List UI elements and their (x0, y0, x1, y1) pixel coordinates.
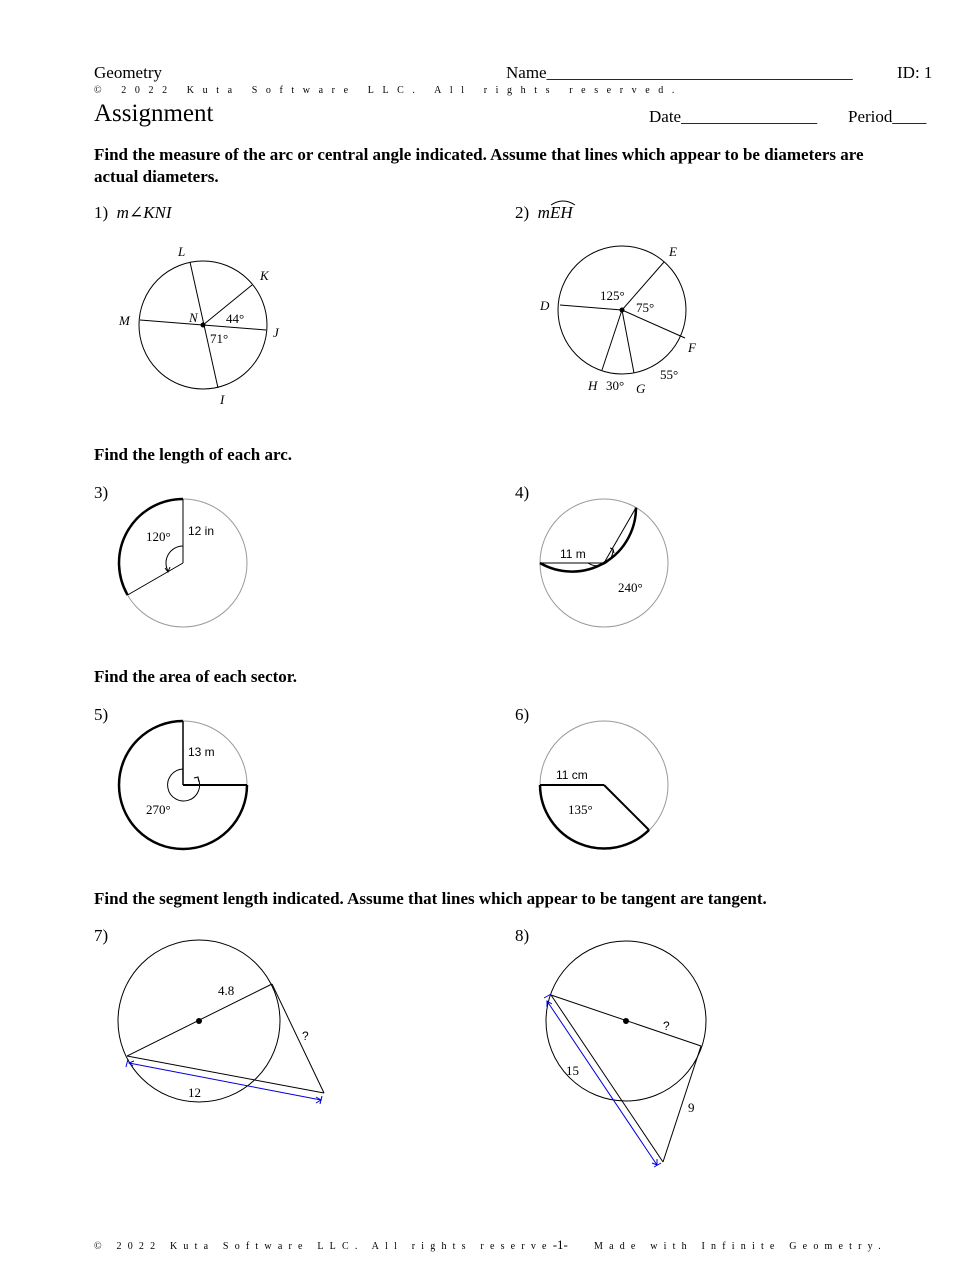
angle-name: ∠KNI (128, 203, 172, 222)
radius-lower (604, 785, 649, 830)
date-field-label: Date________________ (649, 107, 818, 126)
section-instruction-sector-area: Find the area of each sector. (94, 667, 298, 686)
highlighted-arc (119, 499, 183, 595)
measure-line (129, 1063, 321, 1100)
radius-upper (604, 508, 636, 563)
unknown-label: ? (663, 1019, 670, 1033)
angle-arrowhead-icon (194, 777, 199, 782)
figure-5-sector-diagram (110, 712, 270, 862)
label-k: K (260, 268, 269, 283)
figure-1-circle-diagram (110, 240, 310, 420)
center-point (623, 1018, 629, 1024)
label-m: M (119, 313, 130, 328)
center-point (620, 308, 625, 313)
secant-segment (551, 995, 663, 1162)
radius-label: 11 cm (556, 768, 588, 782)
radius-g (622, 310, 634, 373)
measure-tick-left (126, 1059, 128, 1067)
figure-8-secant-tangent-diagram (530, 935, 730, 1175)
label-f: F (688, 340, 696, 355)
name-field-label: Name____________________________________ (506, 63, 853, 82)
arc-overline-icon (550, 198, 576, 206)
arc-letters: EH (549, 203, 573, 222)
label-g: G (636, 381, 646, 396)
copyright-header: © 2022 Kuta Software LLC. All rights reserved. (94, 85, 683, 96)
angle-label: 240° (618, 580, 643, 595)
label-i: I (220, 392, 225, 407)
diameter-label: 4.8 (218, 983, 235, 998)
angle-label: 270° (146, 802, 171, 817)
figure-7-secant-tangent-diagram (110, 935, 340, 1115)
problem-8-number: 8) (515, 926, 530, 945)
period-field-label: Period____ (848, 107, 927, 126)
arc-name (550, 203, 573, 223)
angle-label-30: 30° (606, 378, 625, 393)
angle-arc-marker (166, 546, 183, 571)
section-instruction-arc-length: Find the length of each arc. (94, 445, 293, 464)
label-n: N (189, 310, 198, 325)
label-e: E (669, 244, 677, 259)
subject-label: Geometry (94, 63, 162, 82)
section-instruction-arc-measure: Find the measure of the arc or central angle indicated. Assume that lines which appear to be diameters are actual diameters. (94, 145, 864, 186)
problem-number: 2) (515, 203, 530, 222)
measure-symbol: m (116, 203, 129, 222)
problem-2-label (515, 203, 573, 223)
radius-bottom (128, 563, 183, 595)
angle-label: 135° (568, 802, 593, 817)
problem-4-number: 4) (515, 483, 530, 502)
problem-7-number: 7) (94, 926, 109, 945)
angle-label: 120° (146, 529, 171, 544)
figure-6-sector-diagram (530, 712, 690, 862)
problem-1-label (94, 203, 172, 223)
angle-label-44: 44° (226, 311, 245, 326)
unknown-label: ? (302, 1029, 309, 1043)
page-number: -1- (552, 1237, 568, 1252)
radius-d (560, 305, 622, 310)
angle-label-71: 71° (210, 331, 229, 346)
figure-4-arc-diagram (530, 490, 690, 640)
problem-5-number: 5) (94, 705, 109, 724)
label-h: H (588, 378, 598, 393)
radius-label: 12 in (188, 524, 215, 538)
angle-label-55: 55° (660, 367, 679, 382)
label-j: J (273, 325, 279, 340)
label-l: L (178, 244, 186, 259)
problem-3-number: 3) (94, 483, 109, 502)
tangent-segment (272, 984, 324, 1093)
center-point (201, 323, 206, 328)
footer (94, 1237, 887, 1253)
footer-copyright: © 2022 Kuta Software LLC. All rights reserve (94, 1241, 553, 1252)
page-title: Assignment (94, 100, 214, 127)
highlighted-arc (540, 508, 636, 572)
secant-label: 12 (188, 1085, 201, 1100)
angle-label-125: 125° (600, 288, 625, 303)
section-instruction-segment-length: Find the segment length indicated. Assume that lines which appear to be tangent are tangent. (94, 889, 767, 908)
problem-6-number: 6) (515, 705, 530, 724)
footer-made-with: Made with Infinite Geometry. (593, 1241, 887, 1252)
tangent-segment (663, 1046, 701, 1162)
secant-label: 15 (566, 1063, 579, 1078)
radius-h (602, 310, 622, 370)
tangent-label: 9 (688, 1100, 695, 1115)
problem-number: 1) (94, 203, 109, 222)
figure-3-arc-diagram (110, 490, 270, 640)
measure-symbol: m (537, 203, 550, 222)
highlighted-arc (540, 785, 649, 848)
id-label: ID: 1 (897, 63, 933, 82)
radius-label: 11 m (560, 547, 586, 561)
radius-label: 13 m (188, 745, 215, 759)
center-point (196, 1018, 202, 1024)
angle-label-75: 75° (636, 300, 655, 315)
label-d: D (540, 298, 550, 313)
figure-2-circle-diagram (530, 240, 730, 410)
secant-segment (127, 1056, 324, 1093)
